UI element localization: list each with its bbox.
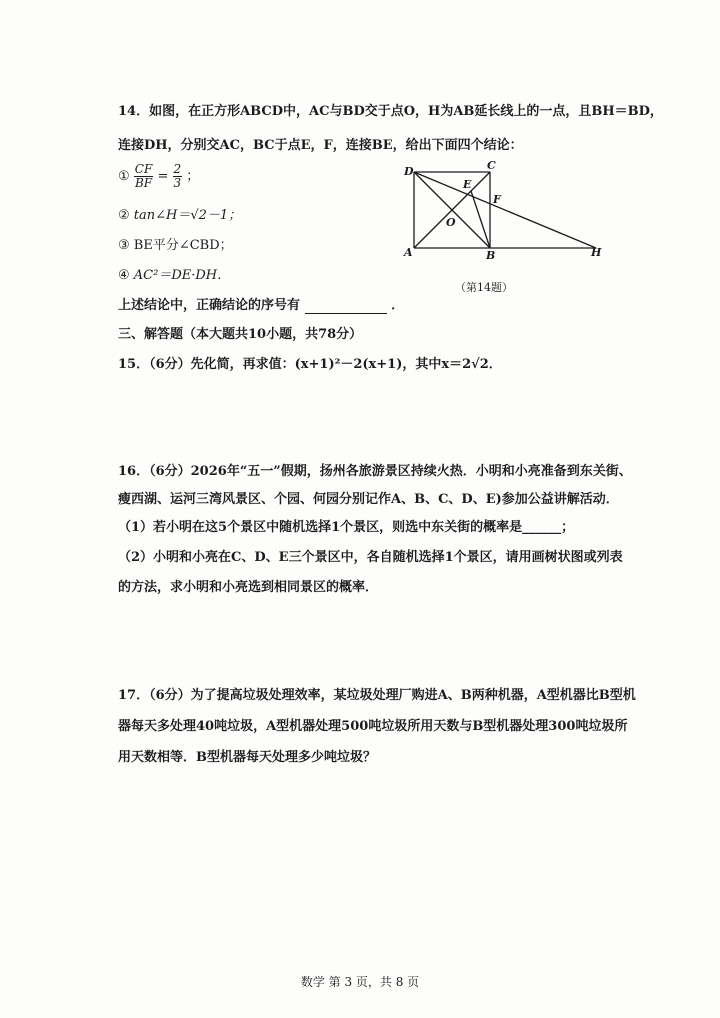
figure-caption: （第14题） [455,281,513,294]
label-e: E [463,178,472,191]
item2-mark: ② [118,208,130,223]
item4-text: AC²＝DE·DH． [133,268,231,283]
fraction-numerator: 2 [173,162,182,176]
q14-item4 [118,264,230,283]
q14-conclusion [118,294,404,314]
q16-line5: 的方法，求小明和小亮选到相同景区的概率． [118,580,379,595]
fraction-2-3 [173,163,183,190]
item3-text: BE平分∠CBD； [133,238,233,253]
label-f: F [493,193,501,206]
q16-line3: （1）若小明在这5个景区中随机选择1个景区，则选中东关街的概率是______； [118,520,575,535]
segment-dh [414,172,596,248]
q14-item1 [118,163,199,190]
label-o: O [446,216,456,229]
fraction-cf-bf [134,163,154,190]
label-b: B [486,249,496,260]
fraction-denominator: BF [134,176,153,190]
label-h: H [591,246,602,259]
item1-equals: = [157,169,169,184]
q14-figure [396,160,606,260]
section-heading: 三、解答题（本大题共10小题，共78分） [118,327,363,342]
conclusion-text: 上述结论中，正确结论的序号有 [118,298,301,313]
answer-blank[interactable] [305,298,387,314]
q16-line1: 16．（6分）2026年“五一”假期，扬州各旅游景区持续火热．小明和小亮准备到东关街、 [118,464,632,479]
q16-line2: 瘦西湖、运河三湾风景区、个园、何园分别记作A、B、C、D、E)参加公益讲解活动． [118,492,619,507]
q14-item3 [118,234,233,253]
item1-mark: ① [118,169,130,184]
page-footer: 数学 第 3 页，共 8 页 [300,975,420,989]
fraction-numerator: CF [134,162,153,176]
fraction-denominator: 3 [173,176,182,190]
label-c: C [487,160,496,172]
label-d: D [404,165,414,178]
q17-line3: 用天数相等．B型机器每天处理多少吨垃圾？ [118,750,376,765]
q14-line2: 连接DH，分别交AC，BC于点E，F，连接BE，给出下面四个结论： [118,138,523,153]
q15-text: 15．（6分）先化简，再求值：(x+1)²－2(x+1)，其中x＝2√2． [118,357,502,372]
q14-line1: 14．如图，在正方形ABCD中，AC与BD交于点O，H为AB延长线上的一点，且BH＝BD， [118,104,663,119]
label-a: A [404,246,413,259]
q17-line1: 17．（6分）为了提高垃圾处理效率，某垃圾处理厂购进A、B两种机器，A型机器比B型机 [118,688,636,703]
item3-mark: ③ [118,238,130,253]
q16-line4: （2）小明和小亮在C、D、E三个景区中，各自随机选择1个景区，请用画树状图或列表 [118,550,623,565]
item4-mark: ④ [118,268,130,283]
q17-line2: 器每天多处理40吨垃圾，A型机器处理500吨垃圾所用天数与B型机器处理300吨垃圾所 [118,719,628,734]
q14-item2 [118,204,241,223]
conclusion-end: ． [391,298,405,313]
item1-end: ； [186,169,200,184]
item2-text: tan∠H＝√2－1； [133,208,242,223]
